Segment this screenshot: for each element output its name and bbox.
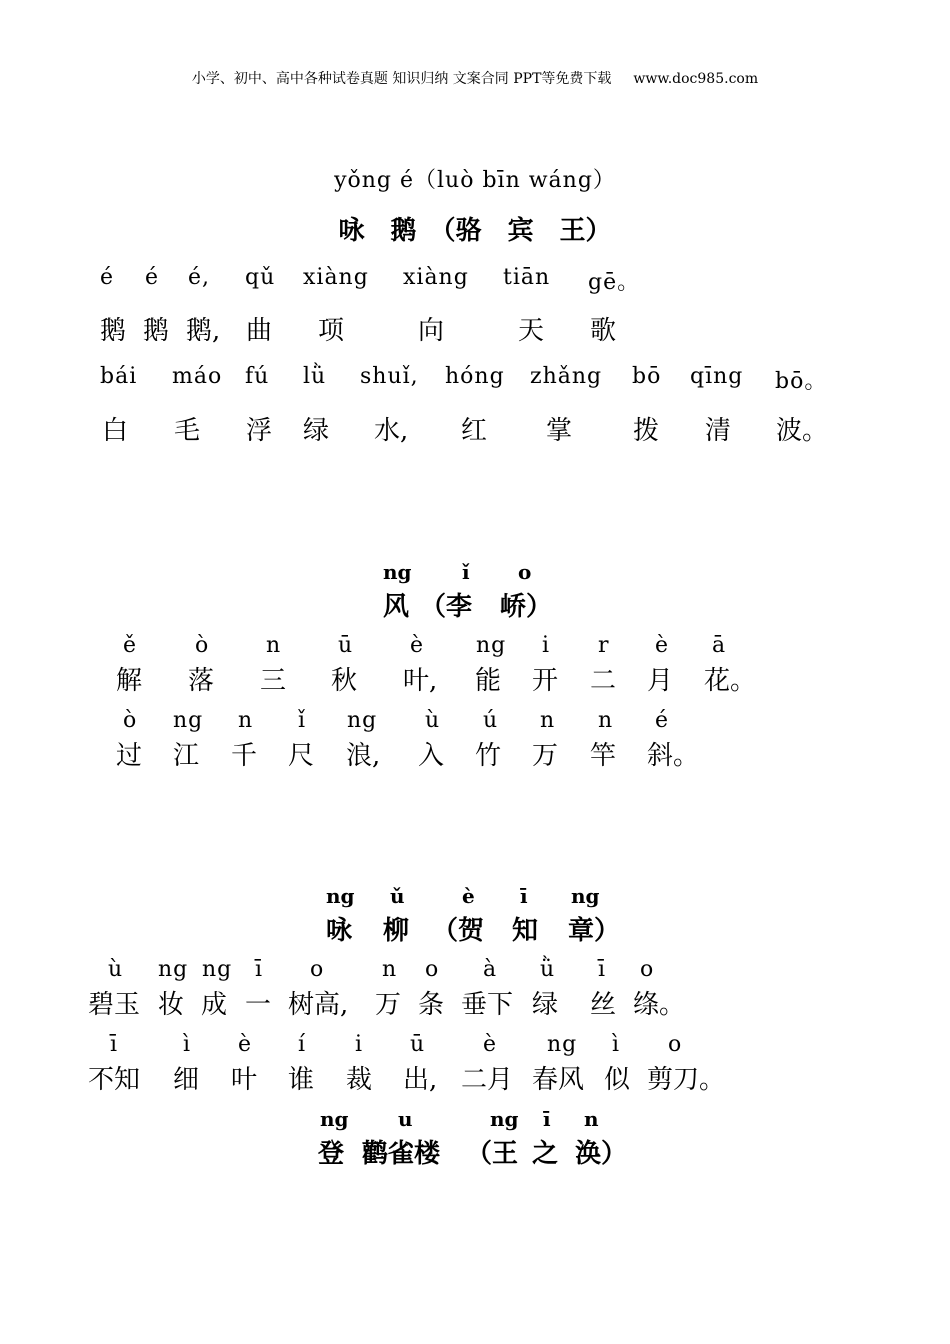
title-word: 之 [532, 1139, 559, 1169]
pinyin-syllable: è [655, 633, 670, 658]
hanzi-char: 竹 [475, 741, 502, 771]
pinyin-syllable: o [640, 957, 655, 982]
pinyin-syllable: shuǐ, [360, 364, 419, 389]
hanzi-char: 出, [403, 1065, 438, 1095]
pinyin-syllable: ù [425, 708, 441, 733]
pinyin-syllable: í [298, 1032, 307, 1057]
pinyin-syllable: ng [476, 633, 507, 658]
hanzi-char: 曲 [246, 316, 273, 346]
pinyin-syllable: ò [195, 633, 210, 658]
hanzi-char: 花。 [704, 666, 757, 696]
hanzi-char: 入 [418, 741, 445, 771]
pinyin-syllable: é [100, 265, 115, 290]
pinyin-syllable: ǔ [390, 884, 405, 908]
hanzi-char: 秋 [331, 666, 358, 696]
hanzi-char: 叶, [403, 666, 438, 696]
hanzi-char: 叶 [231, 1065, 258, 1095]
title-word: 风 [383, 592, 410, 622]
hanzi-char: 树高, [288, 990, 349, 1020]
pinyin-syllable: n [238, 708, 254, 733]
poem-1-title-pinyin: yǒng é（luò bīn wáng） [334, 168, 616, 193]
title-word: 知 [512, 916, 539, 946]
pinyin-syllable: ì [612, 1032, 621, 1057]
pinyin-syllable: n [598, 708, 614, 733]
pinyin-syllable: o [668, 1032, 683, 1057]
pinyin-syllable: qǔ [245, 265, 276, 290]
pinyin-syllable: fú [245, 364, 270, 389]
hanzi-char: 绿 [303, 416, 330, 446]
hanzi-char: 解 [116, 666, 143, 696]
hanzi-char: 浮 [246, 416, 273, 446]
hanzi-char: 万 [375, 990, 402, 1020]
pinyin-syllable: tiān [503, 265, 551, 290]
pinyin-syllable: ǜ [540, 957, 556, 982]
pinyin-syllable: hóng [445, 364, 505, 389]
title-word: （贺 [432, 916, 485, 946]
hanzi-char: 落 [188, 666, 215, 696]
pinyin-syllable: n [584, 1107, 599, 1131]
hanzi-char: 水, [374, 416, 409, 446]
hanzi-char: 一 [245, 990, 272, 1020]
pinyin-syllable: qīng [690, 364, 744, 389]
hanzi-char: 鹅 [143, 316, 170, 346]
pinyin-syllable: è [238, 1032, 253, 1057]
pinyin-syllable: è [410, 633, 425, 658]
hanzi-char: 春风 [532, 1065, 585, 1095]
hanzi-char: 竿 [590, 741, 617, 771]
pinyin-syllable: ò [123, 708, 138, 733]
pinyin-syllable: è [483, 1032, 498, 1057]
hanzi-char: 红 [461, 416, 488, 446]
hanzi-char: 斜。 [647, 741, 700, 771]
title-word: （李 [420, 592, 473, 622]
hanzi-char: 项 [318, 316, 345, 346]
hanzi-char: 清 [705, 416, 732, 446]
title-word: 章） [568, 916, 621, 946]
hanzi-char: 垂下 [461, 990, 514, 1020]
hanzi-char: 妆 [158, 990, 185, 1020]
pinyin-syllable: bō [632, 364, 662, 389]
pinyin-syllable: é [145, 265, 160, 290]
hanzi-char: 开 [532, 666, 559, 696]
pinyin-syllable: ng [571, 884, 600, 908]
title-word: 登 [318, 1139, 345, 1169]
pinyin-syllable: ù [108, 957, 124, 982]
hanzi-char: 万 [532, 741, 559, 771]
hanzi-char: 二月 [461, 1065, 514, 1095]
hanzi-char: 裁 [346, 1065, 373, 1095]
hanzi-char: 毛 [174, 416, 201, 446]
hanzi-char: 似 [604, 1065, 631, 1095]
title-word: 峤） [500, 592, 553, 622]
pinyin-syllable: máo [172, 364, 223, 389]
pinyin-syllable: n [382, 957, 398, 982]
hanzi-char: 三 [260, 666, 287, 696]
pinyin-syllable: ng [347, 708, 378, 733]
title-word: 柳 [383, 916, 410, 946]
hanzi-char: 江 [173, 741, 200, 771]
pinyin-syllable: n [540, 708, 556, 733]
pinyin-syllable: ng [158, 957, 189, 982]
pinyin-syllable: é [655, 708, 670, 733]
pinyin-syllable: xiàng [403, 265, 469, 290]
page-header [0, 68, 950, 88]
title-word: （王 [466, 1139, 519, 1169]
hanzi-char: 过 [116, 741, 143, 771]
pinyin-syllable: bái [100, 364, 138, 389]
pinyin-syllable: bō。 [775, 369, 828, 394]
header-left-text: 小学、初中、高中各种试卷真题 知识归纳 文案合同 PPT等免费下载 [191, 71, 612, 87]
hanzi-char: 鹅, [186, 316, 221, 346]
pinyin-syllable: ā [712, 633, 727, 658]
hanzi-char: 不知 [88, 1065, 141, 1095]
hanzi-char: 掌 [546, 416, 573, 446]
pinyin-syllable: ng [202, 957, 233, 982]
pinyin-syllable: o [310, 957, 325, 982]
pinyin-syllable: ú [483, 708, 499, 733]
hanzi-char: 谁 [288, 1065, 315, 1095]
hanzi-char: 绦。 [633, 990, 686, 1020]
hanzi-char: 歌 [590, 316, 617, 346]
hanzi-char: 条 [418, 990, 445, 1020]
hanzi-char: 绿 [532, 990, 559, 1020]
pinyin-syllable: à [483, 957, 498, 982]
pinyin-syllable: u [398, 1107, 413, 1131]
pinyin-syllable: ě [123, 633, 138, 658]
pinyin-syllable: gē。 [588, 270, 641, 295]
pinyin-syllable: ī [110, 1032, 119, 1057]
hanzi-char: 鹅 [100, 316, 127, 346]
hanzi-char: 天 [518, 316, 545, 346]
hanzi-char: 二 [590, 666, 617, 696]
hanzi-char: 月 [647, 666, 674, 696]
poem-1-title: 咏 鹅 （骆 宾 王） [338, 216, 612, 246]
title-word: 涣） [575, 1139, 628, 1169]
pinyin-syllable: ī [543, 1107, 551, 1131]
hanzi-char: 波。 [776, 416, 829, 446]
pinyin-syllable: ng [326, 884, 355, 908]
header-website: www.doc985.com [633, 71, 759, 87]
pinyin-syllable: ū [338, 633, 354, 658]
hanzi-char: 丝 [590, 990, 617, 1020]
hanzi-char: 能 [475, 666, 502, 696]
pinyin-syllable: ū [410, 1032, 426, 1057]
hanzi-char: 成 [201, 990, 228, 1020]
pinyin-syllable: o [425, 957, 440, 982]
hanzi-char: 尺 [288, 741, 315, 771]
hanzi-char: 细 [173, 1065, 200, 1095]
pinyin-syllable: ī [520, 884, 528, 908]
pinyin-syllable: xiàng [303, 265, 369, 290]
pinyin-syllable: ng [547, 1032, 578, 1057]
pinyin-syllable: ng [383, 560, 412, 584]
pinyin-syllable: lǜ [303, 364, 327, 389]
pinyin-syllable: ǐ [298, 708, 307, 733]
hanzi-char: 碧玉 [88, 990, 141, 1020]
hanzi-char: 浪, [346, 741, 381, 771]
hanzi-char: 向 [418, 316, 445, 346]
pinyin-syllable: ī [598, 957, 607, 982]
pinyin-syllable: r [598, 633, 610, 658]
hanzi-char: 剪刀。 [647, 1065, 726, 1095]
title-word: 鹳雀楼 [362, 1139, 441, 1169]
hanzi-char: 拨 [633, 416, 660, 446]
pinyin-syllable: zhǎng [530, 364, 603, 389]
pinyin-syllable: è [462, 884, 475, 908]
pinyin-syllable: ng [320, 1107, 349, 1131]
pinyin-syllable: o [518, 560, 532, 584]
pinyin-syllable: é, [188, 265, 211, 290]
hanzi-char: 千 [231, 741, 258, 771]
pinyin-syllable: ǐ [462, 560, 470, 584]
hanzi-char: 白 [102, 416, 129, 446]
pinyin-syllable: ng [490, 1107, 519, 1131]
pinyin-syllable: ì [183, 1032, 192, 1057]
pinyin-syllable: n [266, 633, 282, 658]
title-word: 咏 [326, 916, 353, 946]
pinyin-syllable: i [542, 633, 551, 658]
pinyin-syllable: ī [255, 957, 264, 982]
pinyin-syllable: i [355, 1032, 364, 1057]
pinyin-syllable: ng [173, 708, 204, 733]
